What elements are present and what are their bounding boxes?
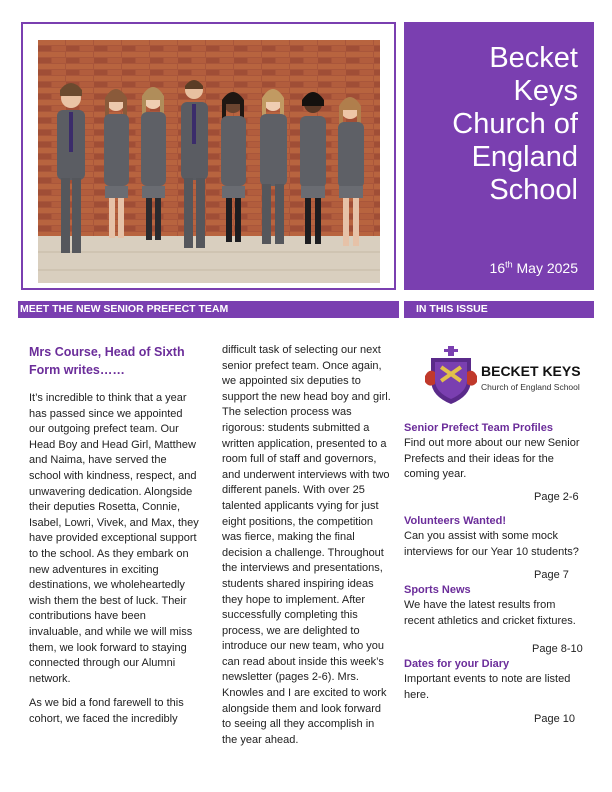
issue-item-description: Important events to note are listed here. xyxy=(404,673,571,701)
crest-icon xyxy=(425,346,477,406)
issue-item[interactable] xyxy=(404,421,589,483)
issue-item-title[interactable]: Dates for your Diary xyxy=(404,658,510,670)
issue-item-page: Page 2-6 xyxy=(534,491,579,503)
issue-item-page: Page 10 xyxy=(534,713,575,725)
issue-item[interactable] xyxy=(404,657,589,703)
date-suffix: th xyxy=(505,259,513,270)
issue-date xyxy=(490,260,578,276)
issue-item-description: Find out more about our new Senior Prefects and their ideas for the coming year. xyxy=(404,437,580,481)
school-title-box xyxy=(404,22,594,290)
group-photo-illustration xyxy=(38,40,380,283)
issue-item-title[interactable]: Volunteers Wanted! xyxy=(404,515,507,527)
school-name-line: England xyxy=(471,141,578,173)
issue-item-title[interactable]: Senior Prefect Team Profiles xyxy=(404,422,553,434)
date-rest: May 2025 xyxy=(512,260,578,276)
school-name-line: Becket xyxy=(489,42,578,74)
issue-item[interactable] xyxy=(404,583,589,629)
school-name-line: Keys xyxy=(513,75,578,107)
article-paragraph: As we bid a fond farewell to this cohort, we faced the incredibly xyxy=(29,697,184,725)
section-banner-left: MEET THE NEW SENIOR PREFECT TEAM xyxy=(18,301,399,318)
article-heading: Mrs Course, Head of Sixth Form writes…… xyxy=(29,345,185,377)
hero-photo-frame xyxy=(21,22,396,290)
date-day: 16 xyxy=(489,260,506,276)
school-name-line: School xyxy=(489,174,578,206)
school-name xyxy=(408,42,578,207)
issue-item-page: Page 8-10 xyxy=(532,643,583,655)
section-banner-right: IN THIS ISSUE xyxy=(404,301,594,318)
article-paragraph: It’s incredible to think that a year has passed since we appointed our outgoing prefect team. Our Head Boy and Head Girl, Matthew and Naima, have served the school with kindness, respect, and unwavering dedication. Alongside their deputies Rosetta, Connie, Isabel, Lowri, Vivek, and Max, they have provided exceptional support to the school. As they embark on new adventures in exciting destinations, we wholeheartedly wish them the best of luck. Their contributions have been invaluable, and while we will miss them, we look forward to staying connected through our Alumni network. xyxy=(29,392,199,685)
article-paragraph: difficult task of selecting our next senior prefect team. Once again, we appointed six deputies to support the new head boy and girl. The selection process was rigorous: students submitted a written application, presented to a room full of staff and governors, and underwent interviews with two different panels. With over 25 talented applicants vying for just eight positions, the competition was fierce, making the final decision a challenge. Throughout the interviews and presentations, students shared inspiring ideas they hope to implement. After successfully completing this process, we are delighted to introduce our new team, who you can read about inside this week’s newsletter (pages 2-6). Mrs. Knowles and I are excited to work alongside them and look forward to seeing all they accomplish in the year ahead. xyxy=(222,344,391,746)
logo-name: BECKET KEYS xyxy=(481,363,581,379)
issue-item-page: Page 7 xyxy=(534,569,569,581)
issue-item-title[interactable]: Sports News xyxy=(404,584,471,596)
article-column-2 xyxy=(222,343,392,757)
school-name-line: Church of xyxy=(452,108,578,140)
school-logo xyxy=(425,346,585,406)
logo-subtitle: Church of England School xyxy=(481,382,580,392)
issue-item-description: We have the latest results from recent athletics and cricket fixtures. xyxy=(404,599,576,627)
article-column-1 xyxy=(29,343,201,736)
issue-item[interactable] xyxy=(404,514,589,560)
issue-item-description: Can you assist with some mock interviews for our Year 10 students? xyxy=(404,530,579,558)
prefect-team-photo xyxy=(38,40,380,283)
